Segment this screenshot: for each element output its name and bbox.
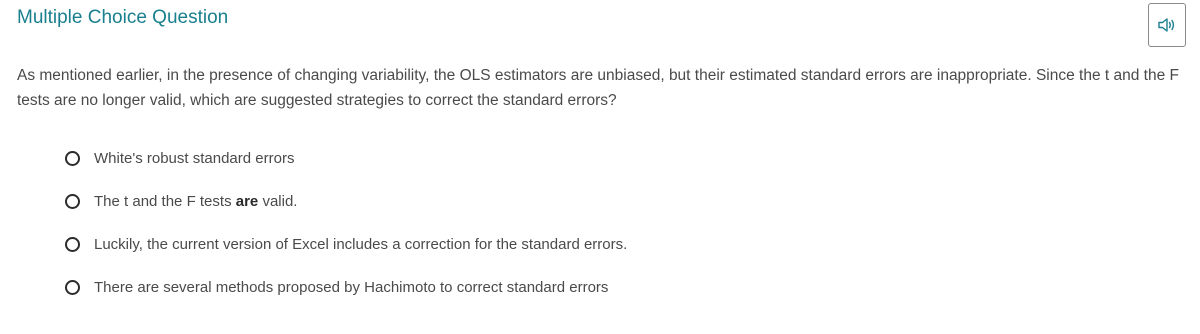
audio-button[interactable] xyxy=(1148,3,1186,47)
option-4[interactable] xyxy=(65,275,627,299)
option-label-post: valid. xyxy=(258,192,298,210)
option-label: Luckily, the current version of Excel includes a correction for the standard errors. xyxy=(94,235,628,253)
option-1[interactable] xyxy=(65,146,627,170)
option-label: White's robust standard errors xyxy=(94,149,295,167)
radio-button[interactable] xyxy=(65,280,80,295)
option-label xyxy=(94,193,297,210)
radio-button[interactable] xyxy=(65,151,80,166)
option-label-bold: are xyxy=(235,192,259,210)
radio-button[interactable] xyxy=(65,194,80,209)
question-text: As mentioned earlier, in the presence of changing variability, the OLS estimators are unbiased, but their estimated standard errors are inappropriate. Since the t and the F tests are no longer valid, which are suggested strategies to correct the standard errors? xyxy=(17,67,1180,109)
radio-button[interactable] xyxy=(65,237,80,252)
speaker-icon xyxy=(1157,17,1177,33)
option-label-pre: The t and the F tests xyxy=(94,192,236,210)
option-label: There are several methods proposed by Hachimoto to correct standard errors xyxy=(94,278,609,296)
answer-options xyxy=(65,146,627,318)
page-title: Multiple Choice Question xyxy=(17,7,229,28)
option-3[interactable] xyxy=(65,232,627,256)
option-2[interactable] xyxy=(65,189,627,213)
